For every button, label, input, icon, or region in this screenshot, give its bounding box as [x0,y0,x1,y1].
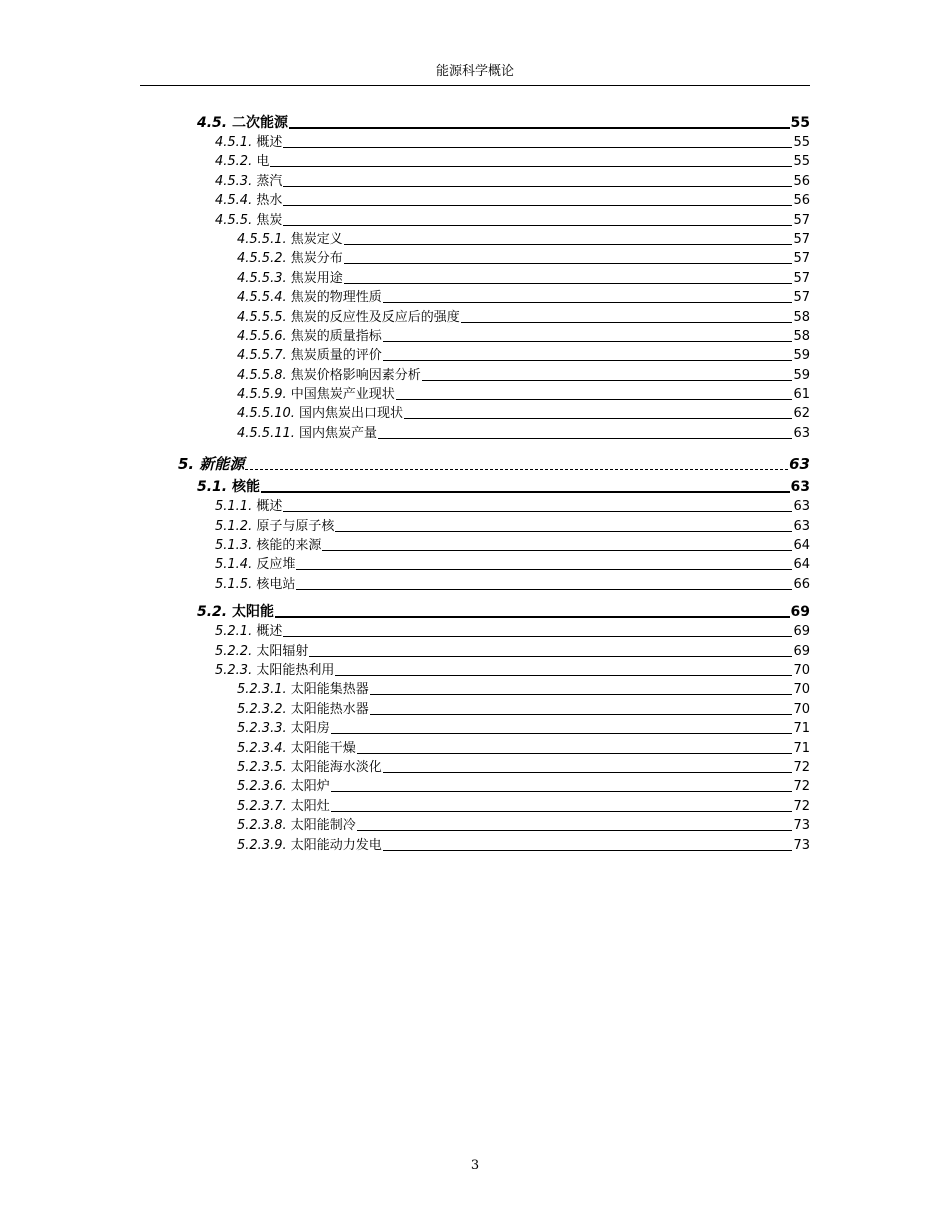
toc-entry-page: 73 [793,837,810,853]
toc-entry[interactable] [140,191,810,210]
toc-entry-number: 4.5.1. [215,135,253,150]
toc-entry-number: 4.5.5. [215,212,253,228]
toc-entry-page: 73 [793,818,810,834]
toc-entry-page: 58 [793,309,810,325]
toc-dot-leader [383,302,793,303]
toc-entry-number: 4.5.4. [215,193,253,209]
toc-entry-number: 4.5.3. [215,173,253,189]
toc-dot-leader [383,850,793,851]
toc-entry[interactable] [140,680,810,699]
toc-entry-number: 4.5.5.11. [237,425,295,441]
toc-entry[interactable] [140,622,810,641]
toc-entry-page: 63 [793,425,810,441]
toc-entry-page: 63 [793,518,810,534]
toc-entry[interactable] [140,152,810,171]
toc-entry-number: 4.5.5.4. [237,290,287,306]
toc-entry-title: 概述 [256,624,283,640]
toc-entry[interactable] [140,517,810,536]
toc-dot-leader [396,399,793,400]
toc-entry-number: 4.5.5.1. [237,231,287,247]
toc-dot-leader [275,616,790,618]
toc-entry-page: 70 [793,662,810,678]
toc-dot-leader [261,491,790,493]
toc-entry-number: 4.5.5.6. [237,328,287,344]
toc-entry[interactable] [140,172,810,191]
toc-dot-leader [283,225,792,226]
toc-entry-title: 新能源 [199,455,245,474]
header-divider [140,85,810,86]
toc-entry[interactable] [140,497,810,516]
toc-entry-number: 5.2.2. [215,643,253,659]
page-number: 3 [470,1158,480,1173]
toc-dot-leader [344,283,793,284]
toc-dot-leader [344,263,793,264]
toc-entry-number: 4.5.5.5. [237,309,287,325]
toc-entry-number: 5.2.3.3. [237,721,287,737]
toc-dot-leader [331,733,793,734]
toc-entry-page: 64 [793,557,810,573]
toc-entry-page: 57 [793,251,810,267]
toc-entry-page: 62 [793,406,810,422]
toc-entry-page: 57 [793,290,810,306]
toc-entry-title: 焦炭质量的评价 [290,348,382,364]
toc-dot-leader [283,147,792,148]
toc-entry-number: 4.5.5.8. [237,367,287,383]
toc-entry-number: 4.5.5.3. [237,270,287,286]
toc-dot-leader [296,589,792,590]
toc-entry-number: 5.2.3.8. [237,818,287,834]
toc-entry[interactable] [140,602,810,622]
toc-dot-leader [283,186,792,187]
toc-entry-title: 太阳能海水淡化 [290,759,382,775]
toc-entry-number: 5.1.2. [215,518,253,534]
toc-entry-title: 概述 [256,499,283,515]
toc-dot-leader [344,244,793,245]
toc-entry-page: 56 [793,173,810,189]
toc-entry-number: 5.2.3.9. [237,837,287,853]
toc-entry-page: 57 [793,270,810,286]
toc-entry[interactable] [140,739,810,758]
toc-dot-leader [461,322,793,323]
toc-entry-title: 核能的来源 [256,538,322,554]
toc-entry-number: 5. [178,455,195,474]
toc-entry[interactable] [140,797,810,816]
toc-dot-leader [370,694,793,695]
toc-entry-title: 焦炭分布 [290,251,343,267]
toc-entry-number: 5.2.3.6. [237,779,287,795]
toc-entry[interactable] [140,113,810,133]
toc-entry-title: 太阳房 [290,721,330,737]
toc-entry-title: 蒸汽 [256,173,283,189]
toc-entry-page: 61 [793,387,810,403]
toc-entry-title: 焦炭用途 [290,270,343,286]
toc-entry[interactable] [140,816,810,835]
toc-entry-page: 57 [793,231,810,247]
toc-entry[interactable] [140,230,810,249]
toc-entry-title: 太阳能干燥 [290,740,356,756]
toc-dot-leader [270,166,792,167]
toc-entry-title: 太阳能制冷 [290,818,356,834]
toc-dot-leader [357,830,793,831]
toc-entry-title: 热水 [256,193,283,209]
toc-entry-page: 56 [793,193,810,209]
toc-entry-page: 58 [793,328,810,344]
toc-entry-title: 太阳能热利用 [256,662,335,678]
toc-entry[interactable] [140,211,810,230]
toc-dot-leader [383,772,793,773]
toc-entry[interactable] [140,642,810,661]
toc-entry[interactable] [140,133,810,152]
toc-entry-title: 焦炭的反应性及反应后的强度 [290,309,460,325]
toc-entry[interactable] [140,777,810,796]
toc-entry-number: 5.1.3. [215,538,253,554]
toc-entry[interactable] [140,575,810,594]
toc-dot-leader [296,569,792,570]
toc-entry[interactable] [140,836,810,855]
toc-entry[interactable] [140,308,810,327]
toc-entry[interactable] [140,366,810,385]
toc-entry-title: 概述 [256,135,283,150]
toc-entry-title: 焦炭价格影响因素分析 [290,367,421,383]
toc-entry[interactable] [140,555,810,574]
toc-entry[interactable] [140,477,810,497]
toc-dot-leader [283,636,792,637]
toc-entry-page: 55 [793,135,810,150]
toc-entry-title: 核能 [232,479,260,496]
toc-entry-title: 国内焦炭产量 [299,425,378,441]
toc-entry[interactable] [140,269,810,288]
toc-entry-page: 71 [793,721,810,737]
toc-dot-leader [335,531,792,532]
toc-dot-leader [357,753,793,754]
toc-entry[interactable] [140,249,810,268]
toc-entry-title: 焦炭的物理性质 [290,290,382,306]
toc-entry-page: 72 [793,779,810,795]
toc-entry-page: 72 [793,798,810,814]
toc-dot-leader [309,656,792,657]
toc-dot-leader [370,714,793,715]
toc-entry-page: 55 [793,154,810,170]
toc-entry-number: 4.5.5.2. [237,251,287,267]
toc-dot-leader [331,811,793,812]
toc-entry[interactable] [140,327,810,346]
toc-entry-number: 5.2.3.2. [237,701,287,717]
toc-entry[interactable] [140,404,810,423]
toc-entry[interactable] [140,424,810,443]
toc-entry-number: 5.1.5. [215,576,253,592]
toc-entry-page: 55 [790,115,810,131]
toc-entry[interactable] [140,536,810,555]
toc-entry-title: 焦炭 [256,212,283,228]
toc-dot-leader [335,675,792,676]
toc-entry-number: 5.1. [197,479,228,496]
toc-entry-title: 太阳灶 [290,798,330,814]
toc-entry-title: 太阳辐射 [256,643,309,659]
toc-dot-leader [283,205,792,206]
toc-entry-number: 4.5.5.7. [237,348,287,364]
toc-dot-leader [404,418,792,419]
toc-entry-number: 5.2.3.1. [237,682,287,698]
toc-entry-title: 太阳能集热器 [290,682,369,698]
toc-entry[interactable] [140,288,810,307]
toc-entry[interactable] [140,661,810,680]
toc-dot-leader [383,341,793,342]
toc-entry-page: 69 [790,604,810,621]
toc-entry-title: 太阳炉 [290,779,330,795]
toc-dot-leader [378,438,792,439]
toc-entry-number: 5.2.1. [215,624,253,640]
toc-entry-title: 原子与原子核 [256,518,335,534]
toc-entry-page: 57 [793,212,810,228]
toc-entry-page: 59 [793,348,810,364]
toc-entry[interactable] [140,700,810,719]
toc-entry[interactable] [140,385,810,404]
toc-dot-leader [331,791,793,792]
toc-entry-page: 71 [793,740,810,756]
toc-entry-page: 59 [793,367,810,383]
toc-entry-page: 72 [793,759,810,775]
toc-entry[interactable] [140,719,810,738]
toc-entry-title: 焦炭定义 [290,231,343,247]
toc-entry-title: 太阳能动力发电 [290,837,382,853]
toc-entry[interactable] [140,451,810,477]
toc-entry-number: 4.5.5.10. [237,406,295,422]
toc-entry-number: 5.2.3. [215,662,253,678]
toc-entry-number: 4.5. [197,115,228,131]
toc-entry-number: 5.1.1. [215,499,253,515]
toc-entry-number: 4.5.5.9. [237,387,287,403]
toc-entry-title: 反应堆 [256,557,296,573]
toc-entry[interactable] [140,346,810,365]
toc-entry-page: 64 [793,538,810,554]
toc-entry-page: 63 [789,455,810,474]
toc-entry-number: 5.1.4. [215,557,253,573]
toc-entry-number: 5.2.3.7. [237,798,287,814]
toc-entry-title: 核电站 [256,576,296,592]
toc-entry-title: 太阳能热水器 [290,701,369,717]
toc-dot-leader [383,360,793,361]
toc-entry-page: 63 [793,499,810,515]
toc-entry-number: 5.2.3.4. [237,740,287,756]
page-header-title: 能源科学概论 [435,64,514,79]
toc-entry-title: 焦炭的质量指标 [290,328,382,344]
table-of-contents [140,113,810,855]
toc-entry-number: 5.2.3.5. [237,759,287,775]
toc-entry-title: 太阳能 [232,604,274,621]
toc-entry-page: 66 [793,576,810,592]
toc-entry-number: 5.2. [197,604,228,621]
toc-dot-leader [422,380,793,381]
toc-entry[interactable] [140,758,810,777]
toc-dot-leader [289,127,790,129]
toc-dot-leader [245,469,788,470]
toc-dot-leader [283,511,792,512]
toc-dot-leader [322,550,792,551]
toc-entry-page: 69 [793,643,810,659]
toc-entry-page: 70 [793,682,810,698]
toc-entry-page: 69 [793,624,810,640]
toc-entry-page: 70 [793,701,810,717]
toc-entry-title: 国内焦炭出口现状 [299,406,404,422]
toc-entry-title: 中国焦炭产业现状 [290,387,395,403]
toc-entry-number: 4.5.2. [215,154,253,170]
toc-entry-page: 63 [790,479,810,496]
toc-entry-title: 二次能源 [232,115,288,131]
toc-entry-title: 电 [256,154,270,170]
